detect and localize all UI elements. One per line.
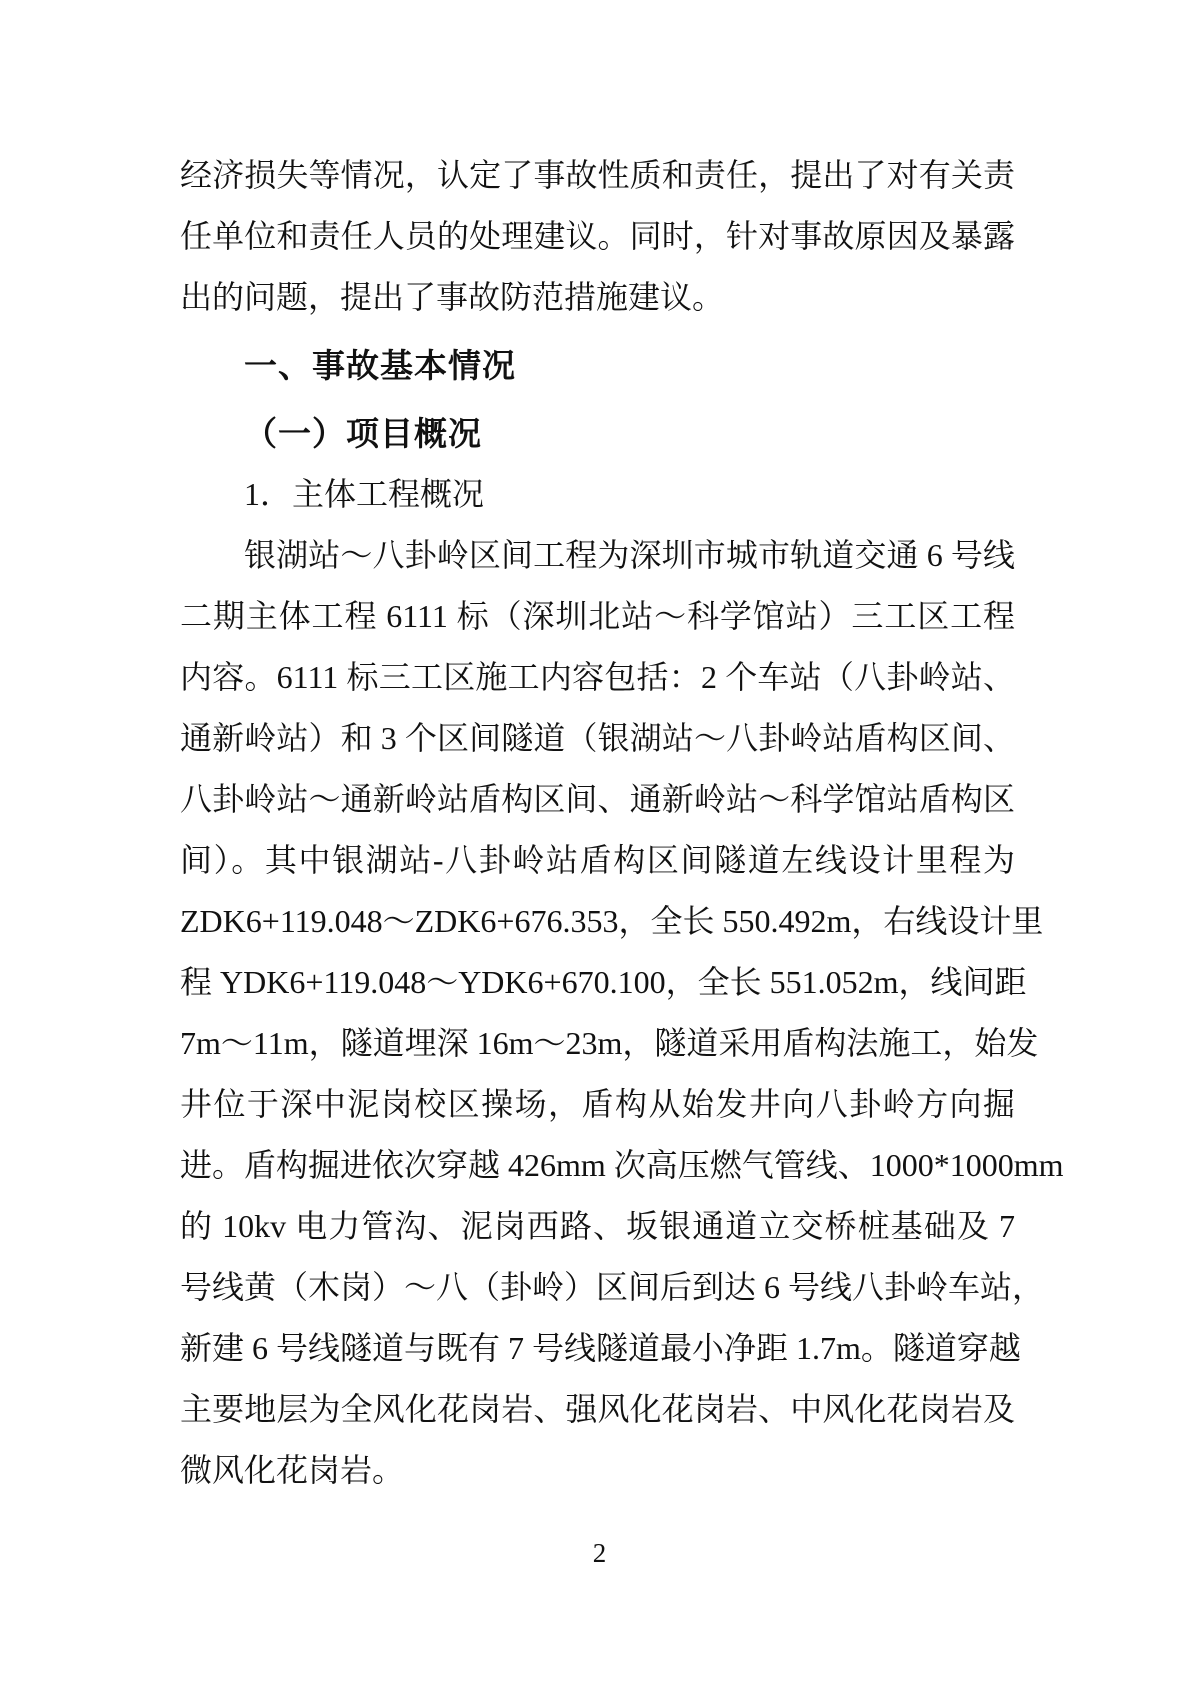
body-text-line: 1．主体工程概况 [244,476,485,512]
body-text-line: 经济损失等情况，认定了事故性质和责任，提出了对有关责 [180,157,1015,193]
page-number: 2 [592,1538,607,1568]
body-text-line: 井位于深中泥岗校区操场，盾构从始发井向八卦岭方向掘 [180,1086,1015,1122]
body-text-line: 主要地层为全风化花岗岩、强风化花岗岩、中风化花岗岩及 [180,1391,1015,1427]
body-text-line: 程 YDK6+119.048～YDK6+670.100，全长 551.052m，线间距 [180,964,1027,1000]
body-text-line: 出的问题，提出了事故防范措施建议。 [180,279,725,315]
section-heading: 一、事故基本情况 [244,347,516,384]
body-text-line: 八卦岭站～通新岭站盾构区间、通新岭站～科学馆站盾构区 [180,781,1015,817]
body-text-line: 间）。其中银湖站-八卦岭站盾构区间隧道左线设计里程为 [180,842,1015,878]
body-text-line: 微风化花岗岩。 [180,1452,405,1488]
body-text-line: 新建 6 号线隧道与既有 7 号线隧道最小净距 1.7m。隧道穿越 [180,1330,1021,1366]
subsection-heading: （一）项目概况 [244,415,482,452]
body-text-line: 进。盾构掘进依次穿越 426mm 次高压燃气管线、1000*1000mm [180,1147,1064,1183]
body-text-line: 号线黄（木岗）～八（卦岭）区间后到达 6 号线八卦岭车站， [180,1269,1045,1305]
body-text-line: 通新岭站）和 3 个区间隧道（银湖站～八卦岭站盾构区间、 [180,720,1015,756]
body-text-line: 二期主体工程 6111 标（深圳北站～科学馆站）三工区工程 [180,598,1015,634]
body-text-line: 银湖站～八卦岭区间工程为深圳市城市轨道交通 6 号线 [244,537,1015,573]
body-text-line: 内容。6111 标三工区施工内容包括：2 个车站（八卦岭站、 [180,659,1015,695]
body-text-line: 任单位和责任人员的处理建议。同时，针对事故原因及暴露 [180,218,1015,254]
body-text-line: ZDK6+119.048～ZDK6+676.353，全长 550.492m，右线设计里 [180,903,1044,939]
body-text-line: 的 10kv 电力管沟、泥岗西路、坂银通道立交桥桩基础及 7 [180,1208,1015,1244]
body-text-line: 7m～11m，隧道埋深 16m～23m，隧道采用盾构法施工，始发 [180,1025,1039,1061]
document-body [180,145,1064,1501]
